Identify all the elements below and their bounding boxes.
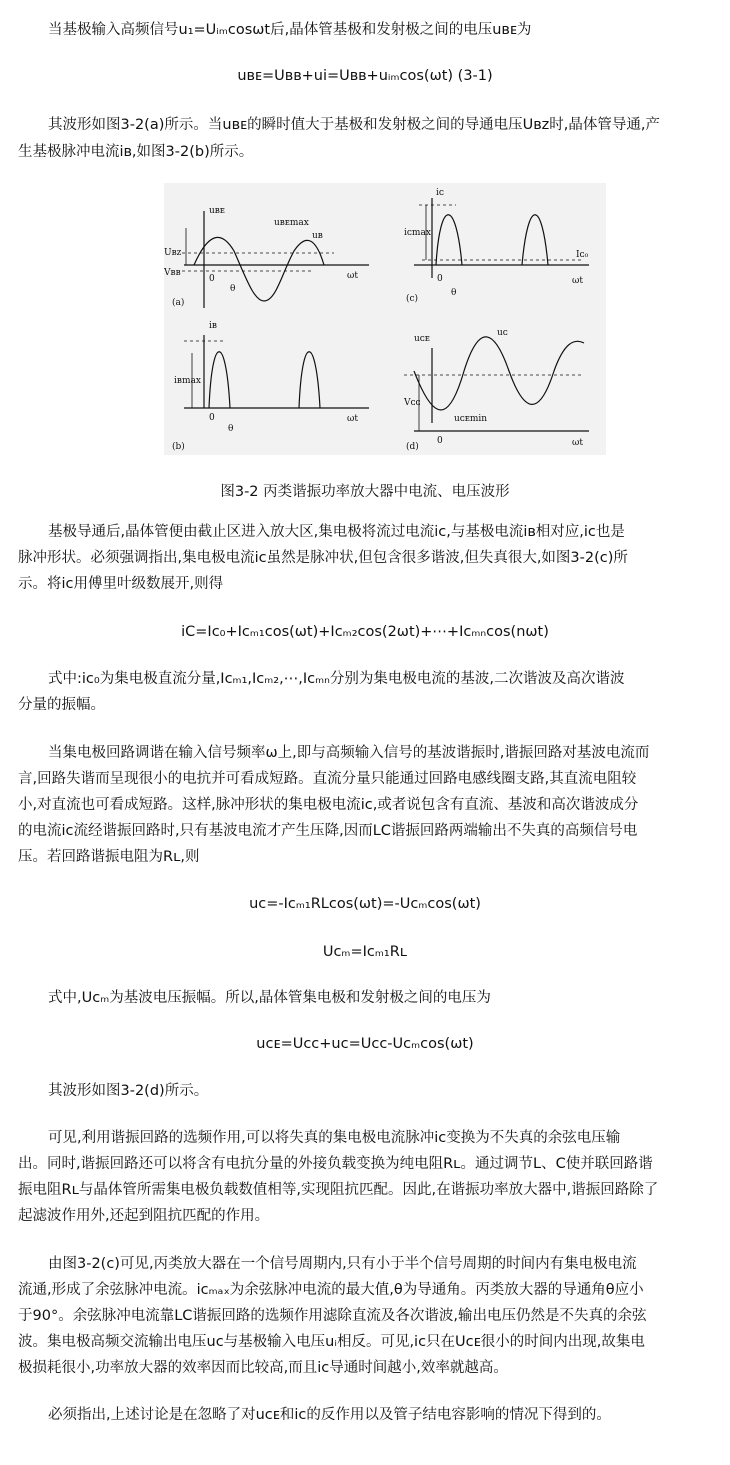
label-zero-a: 0 bbox=[209, 274, 215, 284]
label-ubemax: uʙᴇmax bbox=[274, 218, 309, 228]
label-ub: uʙ bbox=[312, 231, 323, 241]
para-3-line-1: 基极导通后,晶体管便由截止区进入放大区,集电极将流过电流iᴄ,与基极电流iʙ相对应,iᴄ也是 bbox=[48, 524, 625, 540]
para-8-line-1: 可见,利用谐振回路的选频作用,可以将失真的集电极电流脉冲iᴄ变换为不失真的余弦电压输 bbox=[48, 1130, 621, 1146]
para-9-line-5: 极损耗很小,功率放大器的效率因而比较高,而且iᴄ导通时间越小,效率就越高。 bbox=[18, 1360, 508, 1376]
label-ic0: Iᴄ₀ bbox=[576, 250, 589, 260]
para-10-line-1: 必须指出,上述讨论是在忽略了对uᴄᴇ和iᴄ的反作用以及管子结电容影响的情况下得到的。 bbox=[48, 1407, 611, 1423]
label-vcc: Vᴄᴄ bbox=[404, 398, 421, 408]
figure-caption: 图3-2 丙类谐振功率放大器中电流、电压波形 bbox=[220, 484, 510, 500]
label-wt-b: ωt bbox=[347, 414, 358, 424]
label-icmax: iᴄmax bbox=[404, 228, 431, 238]
para-5-line-4: 的电流iᴄ流经谐振回路时,只有基波电流才产生压降,因而LC谐振回路两端输出不失真的高频信号电 bbox=[18, 823, 638, 839]
label-b: (b) bbox=[172, 442, 185, 452]
para-2-line-2: 生基极脉冲电流iʙ,如图3-2(b)所示。 bbox=[18, 144, 254, 160]
para-6-line-1: 式中,Uᴄₘ为基波电压振幅。所以,晶体管集电极和发射极之间的电压为 bbox=[48, 990, 491, 1006]
label-zero-c: 0 bbox=[437, 274, 443, 284]
equation-ucm: Uᴄₘ=Iᴄₘ₁Rʟ bbox=[322, 944, 408, 960]
label-ubz: Uʙᴢ bbox=[164, 248, 182, 258]
para-5-line-2: 言,回路失谐而呈现很小的电抗并可看成短路。直流分量只能通过回路电感线圈支路,其直流电阻较 bbox=[18, 771, 637, 787]
label-ibmax: iʙmax bbox=[174, 376, 201, 386]
para-8-line-2: 出。同时,谐振回路还可以将含有电抗分量的外接负载变换为纯电阻Rʟ。通过调节L、C使并联回路谐 bbox=[18, 1156, 653, 1172]
para-9-line-2: 流通,形成了余弦脉冲电流。iᴄₘₐₓ为余弦脉冲电流的最大值,θ为导通角。丙类放大器的导通角θ应小 bbox=[18, 1282, 644, 1298]
label-d: (d) bbox=[406, 442, 419, 452]
para-4-line-1: 式中:iᴄ₀为集电极直流分量,Iᴄₘ₁,Iᴄₘ₂,⋯,Iᴄₘₙ分别为集电极电流的基波,二次谐波及高次谐波 bbox=[48, 671, 625, 687]
label-ube: uʙᴇ bbox=[209, 206, 225, 216]
label-zero-b: 0 bbox=[209, 413, 215, 423]
para-4-line-2: 分量的振幅。 bbox=[18, 697, 105, 713]
label-wt-c: ωt bbox=[572, 276, 583, 286]
equation-uce: uᴄᴇ=Uᴄᴄ+uc=Uᴄᴄ-Uᴄₘcos(ωt) bbox=[256, 1036, 474, 1052]
label-theta-b: θ bbox=[228, 424, 234, 434]
figure-3-2 bbox=[164, 183, 606, 455]
label-wt-a: ωt bbox=[347, 271, 358, 281]
equation-3-1: uʙᴇ=Uʙʙ+ui=Uʙʙ+uᵢₘcos(ωt) (3-1) bbox=[237, 68, 493, 84]
label-a: (a) bbox=[172, 298, 185, 308]
label-theta-c: θ bbox=[451, 288, 457, 298]
para-8-line-3: 振电阻Rʟ与晶体管所需集电极负载数值相等,实现阻抗匹配。因此,在谐振功率放大器中,谐振回路除了 bbox=[18, 1182, 659, 1198]
para-9-line-3: 于90°。余弦脉冲电流靠LC谐振回路的选频作用滤除直流及各次谐波,输出电压仍然是不失真的余弦 bbox=[18, 1308, 647, 1324]
para-9-line-1: 由图3-2(c)可见,丙类放大器在一个信号周期内,只有小于半个信号周期的时间内有集电极电流 bbox=[48, 1256, 637, 1272]
label-theta-a: θ bbox=[230, 284, 236, 294]
label-ucemin: uᴄᴇmin bbox=[454, 414, 488, 424]
para-1-line-1: 当基极输入高频信号u₁=Uᵢₘcosωt后,晶体管基极和发射极之间的电压uʙᴇ为 bbox=[48, 22, 532, 38]
equation-fourier: iC=Iᴄ₀+Iᴄₘ₁cos(ωt)+Iᴄₘ₂cos(2ωt)+⋯+Iᴄₘₙcos(nωt) bbox=[181, 624, 549, 640]
para-9-line-4: 波。集电极高频交流输出电压uᴄ与基极输入电压uᵢ相反。可见,iᴄ只在Uᴄᴇ很小的时间内出现,故集电 bbox=[18, 1334, 645, 1350]
para-5-line-3: 小,对直流也可看成短路。这样,脉冲形状的集电极电流iᴄ,或者说包含有直流、基波和高次谐波成分 bbox=[18, 797, 639, 813]
label-ic: iᴄ bbox=[436, 188, 444, 198]
label-ib: iʙ bbox=[209, 321, 217, 331]
para-5-line-5: 压。若回路谐振电阻为Rʟ,则 bbox=[18, 849, 200, 865]
equation-uc: uc=-Iᴄₘ₁RLcos(ωt)=-Uᴄₘcos(ωt) bbox=[249, 896, 481, 912]
para-5-line-1: 当集电极回路调谐在输入信号频率ω上,即与高频输入信号的基波谐振时,谐振回路对基波电流而 bbox=[48, 745, 650, 761]
label-c: (c) bbox=[406, 294, 419, 304]
para-7-line-1: 其波形如图3-2(d)所示。 bbox=[48, 1083, 209, 1099]
label-zero-d: 0 bbox=[437, 436, 443, 446]
label-wt-d: ωt bbox=[572, 438, 583, 448]
para-2-line-1: 其波形如图3-2(a)所示。当uʙᴇ的瞬时值大于基极和发射极之间的导通电压Uʙᴢ时,晶体管导通,产 bbox=[48, 117, 660, 133]
para-8-line-4: 起滤波作用外,还起到阻抗匹配的作用。 bbox=[18, 1208, 270, 1224]
para-3-line-3: 示。将iᴄ用傅里叶级数展开,则得 bbox=[18, 576, 224, 592]
label-uc: uᴄ bbox=[497, 328, 508, 338]
label-uce: uᴄᴇ bbox=[414, 334, 430, 344]
para-3-line-2: 脉冲形状。必须强调指出,集电极电流iᴄ虽然是脉冲状,但包含很多谐波,但失真很大,如图3-2(c)所 bbox=[18, 550, 628, 566]
label-vbb: Vʙʙ bbox=[164, 268, 181, 278]
